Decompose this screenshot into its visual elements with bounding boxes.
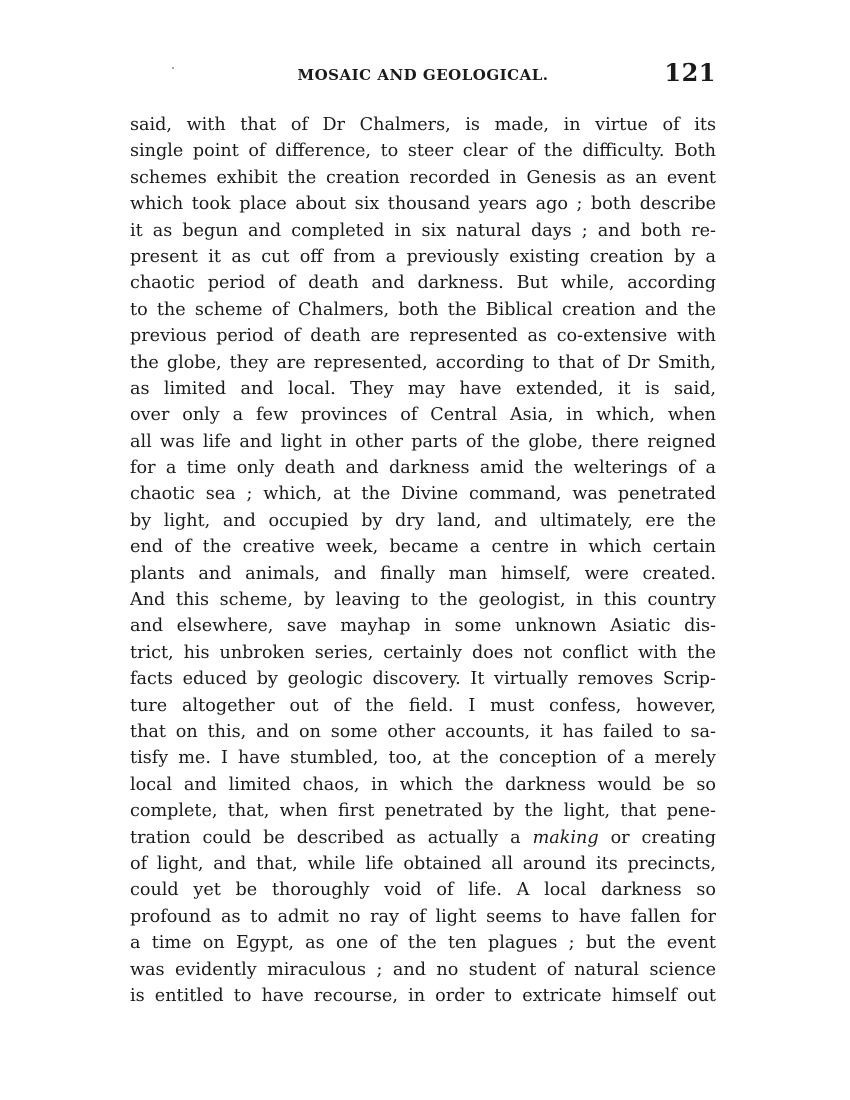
text-line: profound as to admit no ray of light seems to have fallen for [130, 906, 716, 927]
text-line: of light, and that, while life obtained all around its precincts, [130, 853, 716, 874]
text-line: it as begun and completed in six natural days ; and both re- [130, 220, 716, 241]
running-head [130, 58, 716, 92]
text-line: trict, his unbroken series, certainly does not conflict with the [130, 642, 716, 663]
text-line: the globe, they are represented, according to that of Dr Smith, [130, 352, 716, 373]
text-line: end of the creative week, became a centre in which certain [130, 537, 716, 558]
text-line: ture altogether out of the field. I must confess, however, [130, 695, 716, 716]
text-line: chaotic period of death and darkness. But while, according [130, 273, 716, 294]
text-line: complete, that, when first penetrated by the light, that pene- [130, 801, 716, 822]
text-line: And this scheme, by leaving to the geologist, in this country [130, 590, 716, 611]
text-line: local and limited chaos, in which the darkness would be so [130, 774, 716, 795]
text-line: as limited and local. They may have extended, it is said, [130, 378, 716, 399]
text-line: could yet be thoroughly void of life. A local darkness so [130, 880, 716, 901]
text-line: which took place about six thousand years ago ; both describe [130, 194, 716, 215]
text-line: that on this, and on some other accounts, it has failed to sa- [130, 721, 716, 742]
text-line: present it as cut off from a previously existing creation by a [130, 246, 716, 267]
page-number: 121 [664, 58, 716, 87]
text-line: over only a few provinces of Central Asia, in which, when [130, 405, 716, 426]
text-line: all was life and light in other parts of the globe, there reigned [130, 431, 716, 452]
text-line: for a time only death and darkness amid the welterings of a [130, 458, 716, 479]
text-line: plants and animals, and finally man himself, were created. [130, 563, 716, 584]
text-line: by light, and occupied by dry land, and ultimately, ere the [130, 510, 716, 531]
text-segment: or creating [598, 827, 716, 848]
text-line: was evidently miraculous ; and no student of natural science [130, 959, 716, 980]
text-line: facts educed by geologic discovery. It virtually removes Scrip- [130, 669, 716, 690]
running-title: MOSAIC AND GEOLOGICAL. [297, 66, 549, 84]
text-line: said, with that of Dr Chalmers, is made, in virtue of its [130, 115, 716, 135]
text-line: single point of difference, to steer clear of the difficulty. Both [130, 141, 716, 162]
text-segment: tration could be described as actually a [130, 827, 533, 848]
text-line: a time on Egypt, as one of the ten plagues ; but the event [130, 933, 716, 954]
italic-word: making [532, 827, 599, 848]
text-line: chaotic sea ; which, at the Divine command, was penetrated [130, 484, 716, 505]
text-line: schemes exhibit the creation recorded in Genesis as an event [130, 167, 716, 188]
text-line: and elsewhere, save mayhap in some unknown Asiatic dis- [130, 616, 716, 637]
text-line: previous period of death are represented as co-extensive with [130, 326, 716, 347]
text-line: to the scheme of Chalmers, both the Biblical creation and the [130, 299, 716, 320]
body-text [130, 112, 716, 1009]
text-line: tisfy me. I have stumbled, too, at the conception of a merely [130, 748, 716, 769]
text-line [130, 825, 716, 851]
text-line: is entitled to have recourse, in order to extricate himself out [130, 985, 716, 1006]
